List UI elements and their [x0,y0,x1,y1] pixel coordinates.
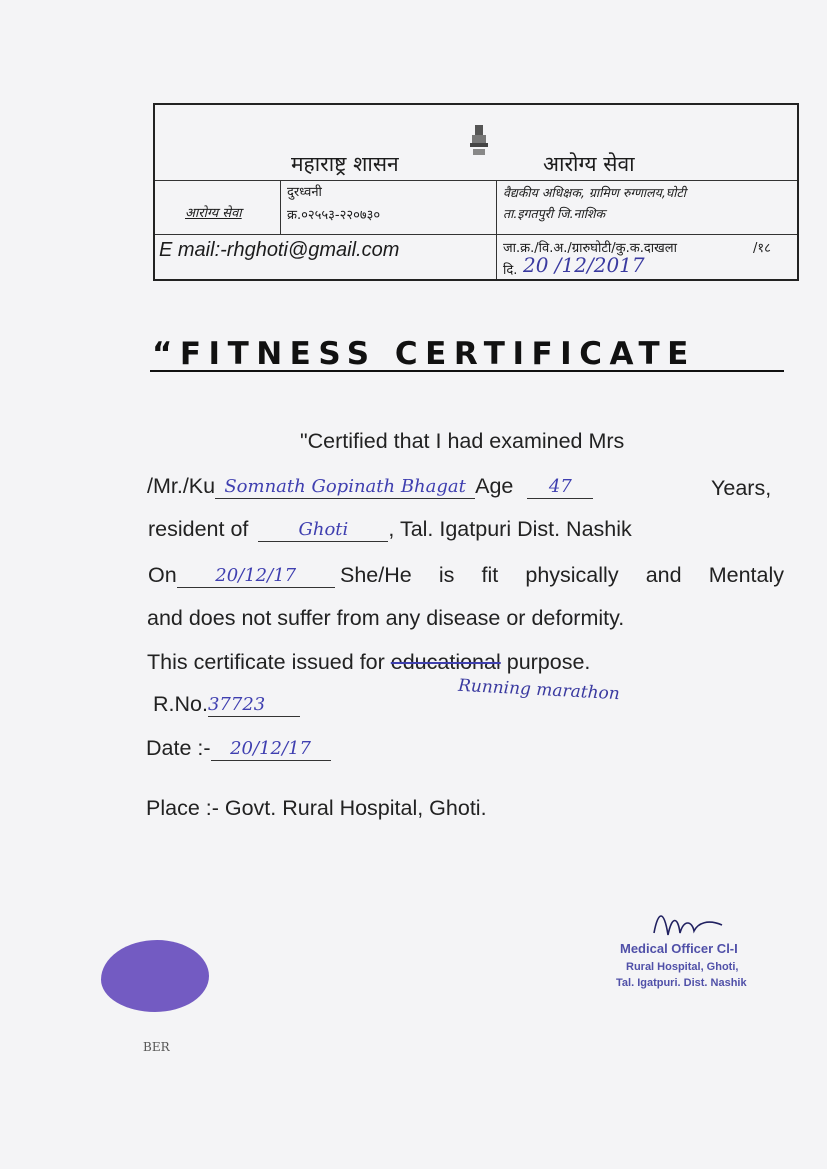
signature-address: Tal. Igatpuri. Dist. Nashik [616,977,747,989]
purpose-suffix: purpose. [506,650,591,674]
on-date-handwritten: 20/12/17 [177,565,335,588]
left-dept-label: आरोग्य सेवा [185,206,242,221]
place-line: Place :- Govt. Rural Hospital, Ghoti. [146,796,487,820]
certified-line: "Certified that I had examined Mrs [300,429,625,453]
header-date-handwritten: 20 /12/2017 [523,253,645,277]
tal-dist: , Tal. Igatpuri Dist. Nashik [388,517,632,541]
government-title: महाराष्ट्र शासन [291,152,399,176]
letterhead-table [153,103,799,281]
signature-hospital: Rural Hospital, Ghoti, [626,961,739,973]
date-label-hindi: दि. [503,263,518,278]
on-label: On [148,563,177,587]
reference-line: जा.क्र./वि.अ./ग्रारुघोटी/कु.क.दाखला [503,241,677,256]
name-age-line [147,474,593,499]
date-handwritten: 20/12/17 [211,738,331,761]
phone-label: दुरध्वनी [287,185,322,200]
fit-text: She/He is fit physically and Mentaly [340,563,784,587]
rno-line [153,692,300,717]
name-handwritten: Somnath Gopinath Bhagat [215,476,475,499]
disease-line: and does not suffer from any disease or deformity. [147,606,625,630]
purpose-line [147,650,590,675]
certificate-title: “FITNESS CERTIFICATE [152,336,696,372]
age-value: 47 [527,476,593,499]
resident-label: resident of [148,517,249,541]
signature-title: Medical Officer Cl-I [620,941,738,956]
reference-number: /१८ [753,241,771,256]
purpose-prefix: This certificate issued for [147,650,385,674]
date-line [146,736,331,761]
ink-stamp [101,940,209,1012]
email-address: E mail:-rhghoti@gmail.com [159,239,400,261]
footer-code: BER [143,1040,170,1054]
resident-line [148,517,632,542]
rno-label: R.No. [153,692,208,716]
age-label: Age [475,474,514,498]
phone-number: क्र.०२५५३-२२०७३० [287,208,381,223]
rno-value: 37723 [208,694,300,717]
department-title: आरोग्य सेवा [543,152,635,176]
title-underline [150,370,784,372]
resident-value: Ghoti [258,519,388,542]
on-date-line [148,563,335,588]
years-label: Years, [711,476,772,500]
office-line-2: ता.इगतपुरी जि.नाशिक [503,206,606,221]
office-line-1: वैद्यकीय अधिक्षक, ग्रामिण रुग्णालय,घोटी [503,185,687,200]
purpose-handwritten: Running marathon [457,675,621,705]
mr-prefix: /Mr./Ku [147,474,216,498]
purpose-struck: educational [390,650,501,674]
date-label: Date :- [146,736,211,760]
state-emblem-icon [468,123,490,157]
